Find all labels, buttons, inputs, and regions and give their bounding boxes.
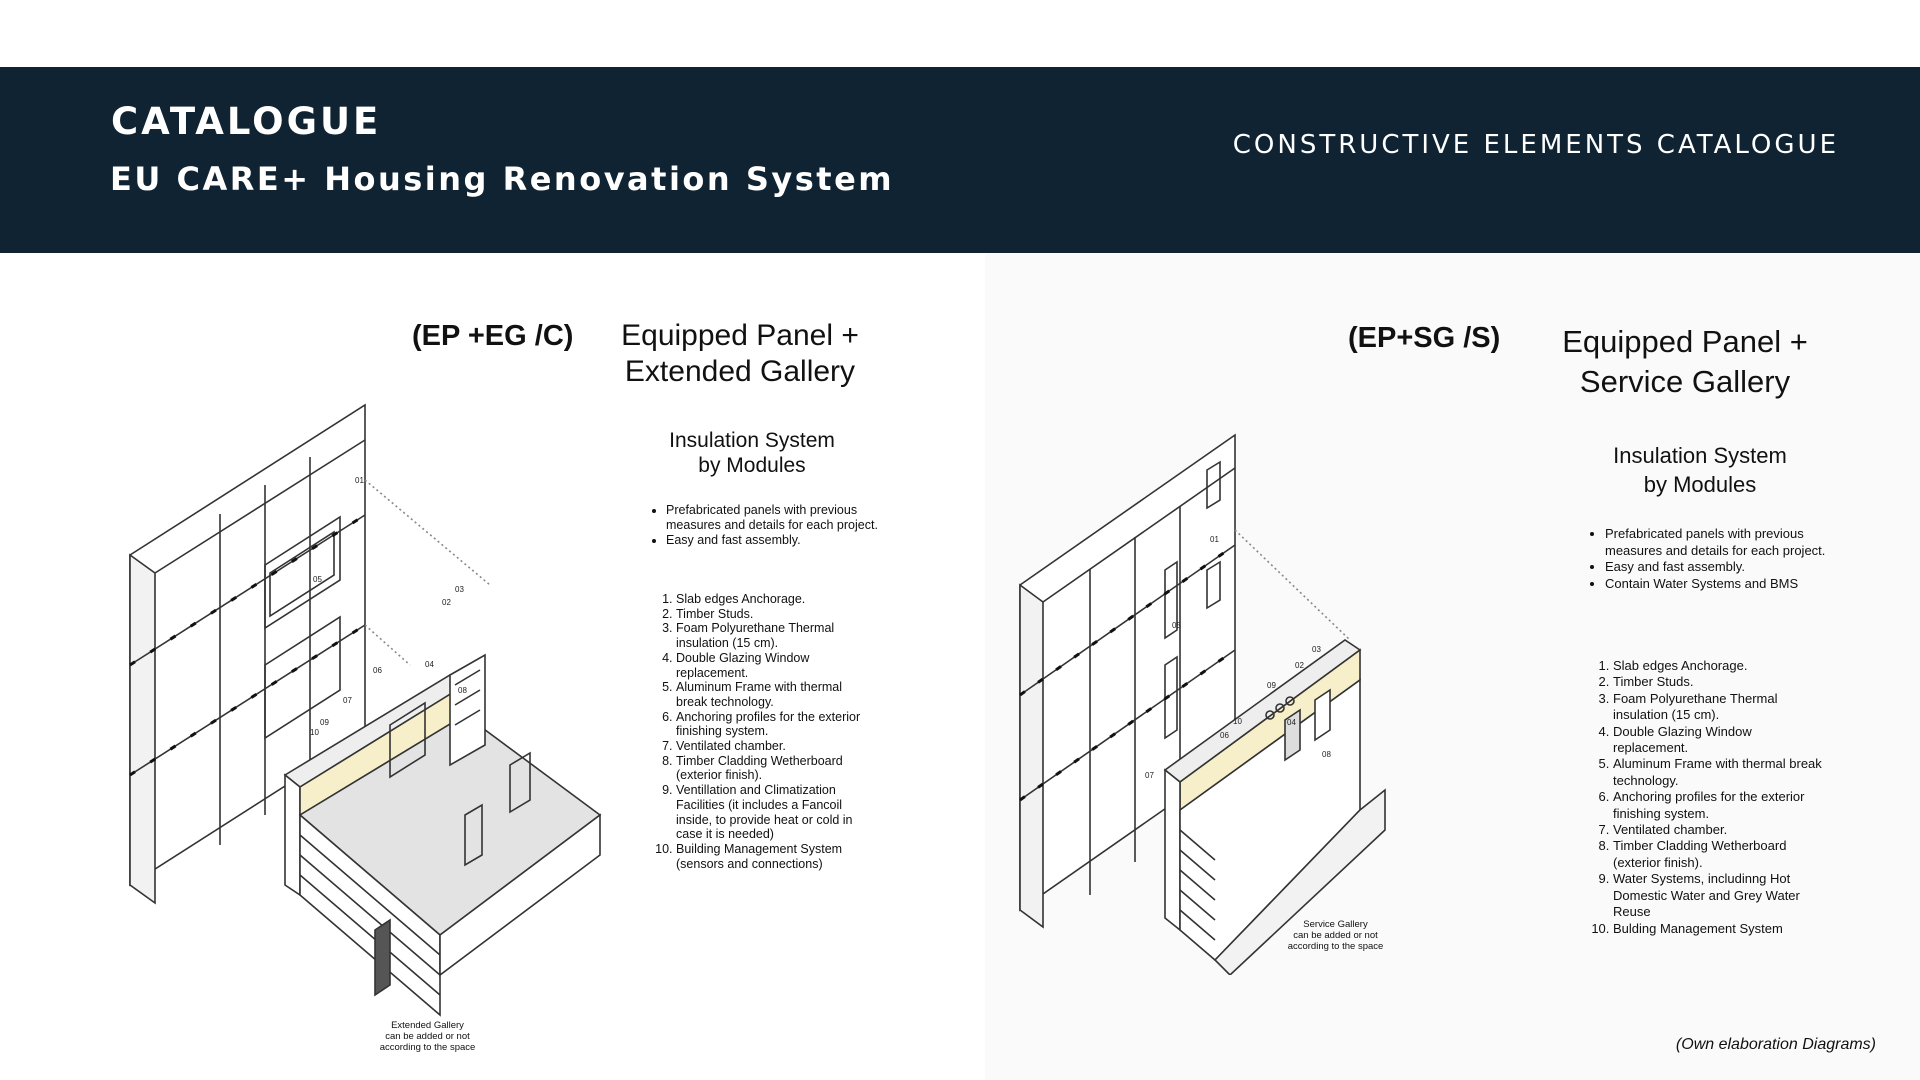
left-bullet-list	[641, 503, 881, 548]
right-bullet-list	[1580, 526, 1830, 592]
list-item: • Contain Water Systems and BMS	[1605, 576, 1830, 593]
callout-label: 10	[1233, 717, 1242, 726]
callout-label: 05	[313, 575, 322, 584]
callout-label: 02	[1295, 661, 1304, 670]
left-isometric-diagram	[120, 395, 610, 1020]
left-diagram-note	[370, 1020, 485, 1053]
callout-label: 06	[373, 666, 382, 675]
note-line: according to the space	[379, 1042, 476, 1053]
right-subheading	[1590, 441, 1810, 499]
callout-label: 05	[1172, 621, 1181, 630]
right-code: (EP+SG /S)	[1348, 322, 1501, 354]
left-code: (EP +EG /C)	[412, 320, 574, 352]
note-line: Extended Gallery	[391, 1020, 464, 1031]
callout-label: 08	[1322, 750, 1331, 759]
list-item: • Easy and fast assembly.	[1605, 559, 1830, 576]
right-heading-line1: Equipped Panel +	[1562, 324, 1808, 359]
list-item: 1. Slab edges Anchorage.	[1613, 658, 1823, 674]
callout-label: 10	[310, 728, 319, 737]
note-line: Service Gallery	[1303, 919, 1368, 930]
right-heading-line2: Service Gallery	[1579, 364, 1791, 399]
list-item: 3. Foam Polyurethane Thermal insulation (15 cm).	[676, 621, 876, 650]
figure-caption: (Own elaboration Diagrams)	[1675, 1036, 1876, 1053]
list-item: 4. Double Glazing Window replacement.	[1613, 724, 1823, 757]
callout-label: 06	[1220, 731, 1229, 740]
left-subheading	[640, 428, 864, 478]
list-item: 2. Timber Studs.	[676, 607, 876, 622]
list-item: • Prefabricated panels with previous measures and details for each project.	[666, 503, 881, 533]
callout-label: 08	[458, 686, 467, 695]
left-heading-line1: Equipped Panel +	[621, 319, 859, 352]
right-heading	[1545, 322, 1825, 402]
list-item: 8. Timber Cladding Wetherboard (exterior finish).	[1613, 838, 1823, 871]
right-numbered-list	[1587, 658, 1823, 937]
callout-label: 02	[442, 598, 451, 607]
list-item: • Easy and fast assembly.	[666, 533, 881, 548]
list-item: 2. Timber Studs.	[1613, 674, 1823, 690]
left-numbered-list	[650, 592, 876, 871]
note-line: can be added or not	[1293, 930, 1378, 941]
left-subheading-line1: Insulation System	[669, 429, 835, 452]
list-item: 5. Aluminum Frame with thermal break technology.	[1613, 756, 1823, 789]
callout-label: 04	[425, 660, 434, 669]
callout-label: 03	[455, 585, 464, 594]
list-item: 7. Ventilated chamber.	[1613, 822, 1823, 838]
callout-label: 07	[343, 696, 352, 705]
list-item: 4. Double Glazing Window replacement.	[676, 651, 876, 680]
callout-label: 09	[320, 718, 329, 727]
right-isometric-diagram	[1015, 430, 1395, 975]
list-item: 9. Ventillation and Climatization Facilities (it includes a Fancoil inside, to provide heat or cold in case it is needed)	[676, 783, 876, 842]
callout-label: 03	[1312, 645, 1321, 654]
list-item: 3. Foam Polyurethane Thermal insulation (15 cm).	[1613, 691, 1823, 724]
callout-label: 01	[1210, 535, 1219, 544]
callout-label: 09	[1267, 681, 1276, 690]
list-item: 1. Slab edges Anchorage.	[676, 592, 876, 607]
list-item: 7. Ventilated chamber.	[676, 739, 876, 754]
callout-label: 07	[1145, 771, 1154, 780]
page-title: CATALOGUE	[111, 100, 382, 143]
list-item: 6. Anchoring profiles for the exterior finishing system.	[676, 710, 876, 739]
list-item: 9. Water Systems, includinng Hot Domestic Water and Grey Water Reuse	[1613, 871, 1823, 920]
callout-label: 01	[355, 476, 364, 485]
section-title: CONSTRUCTIVE ELEMENTS CATALOGUE	[1232, 130, 1839, 160]
list-item: • Prefabricated panels with previous measures and details for each project.	[1605, 526, 1830, 559]
list-item: 6. Anchoring profiles for the exterior finishing system.	[1613, 789, 1823, 822]
right-subheading-line2: by Modules	[1643, 472, 1757, 497]
left-heading	[610, 318, 870, 390]
list-item: 5. Aluminum Frame with thermal break technology.	[676, 680, 876, 709]
note-line: can be added or not	[385, 1031, 470, 1042]
left-heading-line2: Extended Gallery	[624, 355, 856, 388]
left-subheading-line2: by Modules	[698, 454, 806, 477]
callout-label: 04	[1287, 718, 1296, 727]
page-subtitle: EU CARE+ Housing Renovation System	[110, 160, 895, 198]
list-item: 10. Bulding Management System	[1613, 921, 1823, 937]
list-item: 8. Timber Cladding Wetherboard (exterior finish).	[676, 754, 876, 783]
right-subheading-line1: Insulation System	[1613, 443, 1787, 468]
note-line: according to the space	[1287, 941, 1384, 952]
list-item: 10. Building Management System (sensors and connections)	[676, 842, 876, 871]
